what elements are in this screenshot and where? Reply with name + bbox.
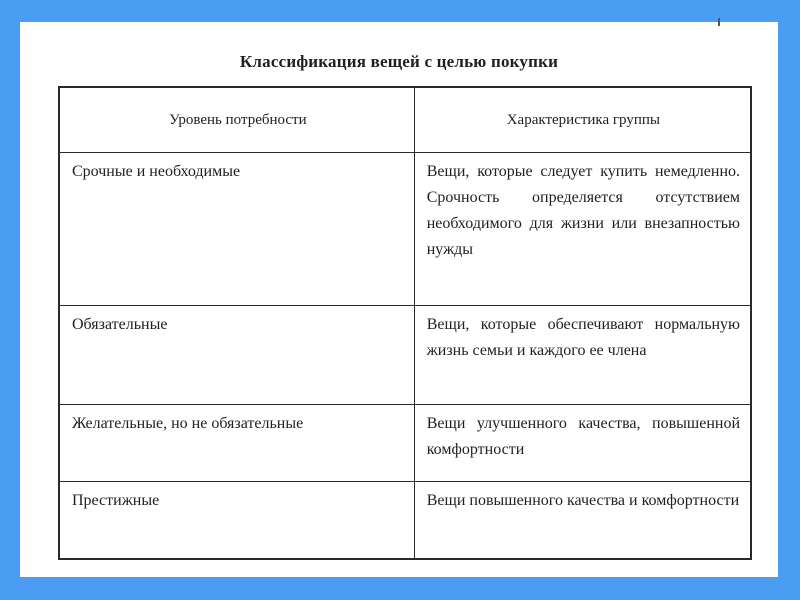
- header-level: Уровень потребности: [59, 87, 414, 153]
- row-description: Вещи, которые обеспечивают нормальную жизнь семьи и каждого ее члена: [414, 306, 751, 405]
- classification-table: [58, 86, 752, 560]
- row-description: Вещи, которые следует купить немедленно. Срочность определяется отсутствием необходимого для жизни или внезапностью нужды: [414, 153, 751, 306]
- table-row: [59, 482, 751, 560]
- table-row: [59, 405, 751, 482]
- slide-frame: [20, 22, 778, 577]
- scan-mark: [718, 18, 720, 26]
- table-row: [59, 306, 751, 405]
- table-row: [59, 153, 751, 306]
- row-level: Срочные и необходимые: [59, 153, 414, 306]
- row-level: Престижные: [59, 482, 414, 560]
- row-description: Вещи повышенного качества и комфортности: [414, 482, 751, 560]
- header-description: Характеристика группы: [414, 87, 751, 153]
- table-header-row: [59, 87, 751, 153]
- row-description: Вещи улучшенного качества, повышенной комфортности: [414, 405, 751, 482]
- page-title: Классификация вещей с целью покупки: [239, 52, 559, 71]
- row-level: Желательные, но не обязательные: [59, 405, 414, 482]
- row-level: Обязательные: [59, 306, 414, 405]
